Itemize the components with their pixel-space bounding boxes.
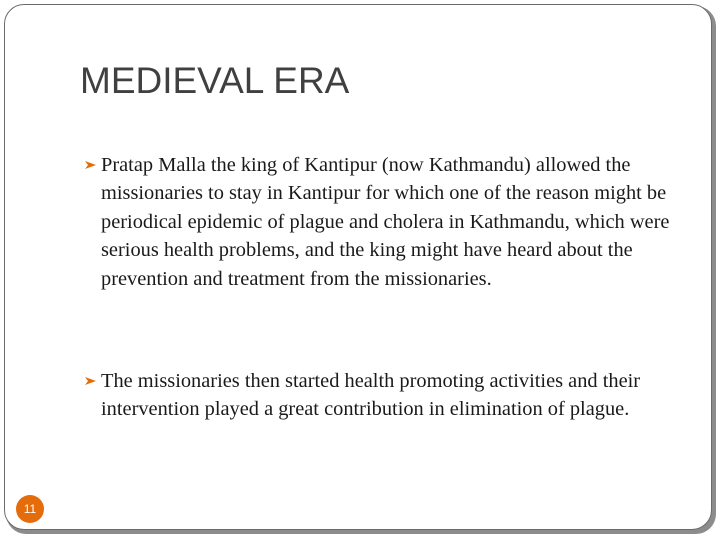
arrow-bullet-icon (85, 376, 97, 386)
slide-number: 11 (16, 495, 44, 523)
arrow-bullet-icon (85, 160, 97, 170)
bullet-text: Pratap Malla the king of Kantipur (now Kathmandu) allowed the missionaries to stay in Kantipur for which one of the reason might be periodical epidemic of plague and cholera in Kathmandu, which were serious health problems, and the king might have heard about the prevention and treatment from the missionaries. (101, 154, 670, 290)
bullet-item (101, 151, 701, 293)
bullet-item (101, 367, 701, 424)
bullet-text: The missionaries then started health promoting activities and their intervention played a great contribution in elimination of plague. (101, 370, 641, 421)
slide-title: MEDIEVAL ERA (80, 60, 350, 101)
